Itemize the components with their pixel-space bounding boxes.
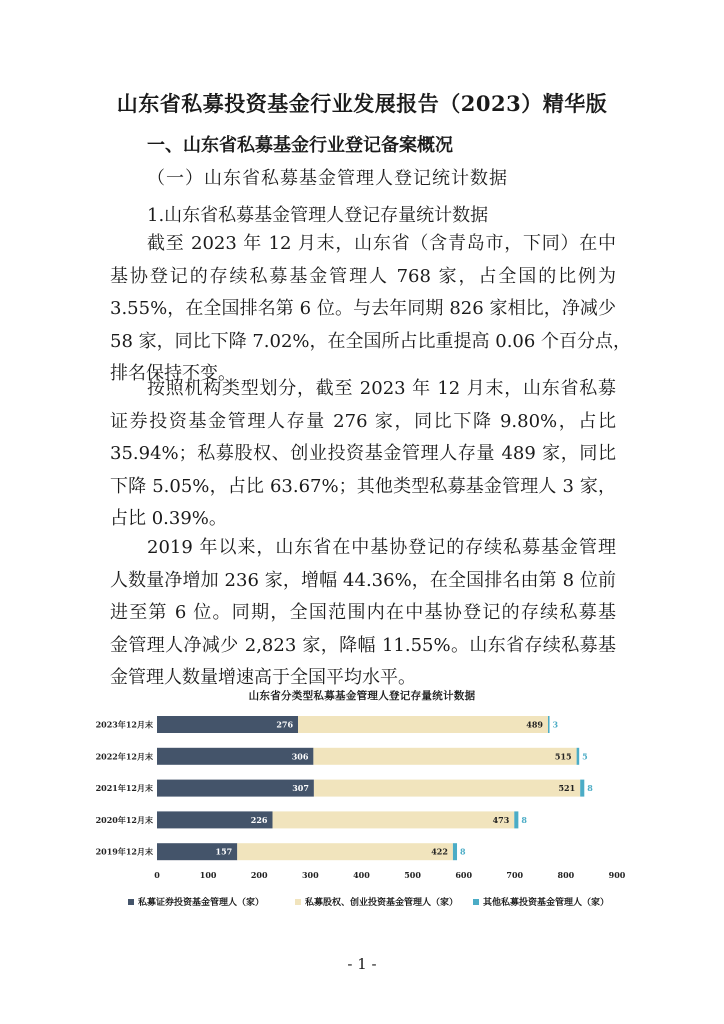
x-tick-label: 800 (557, 870, 575, 881)
page-number: - 1 - (347, 955, 377, 973)
data-label: 8 (460, 846, 466, 857)
category-label: 2021年12月末 (95, 783, 153, 794)
paragraph-line: 3.55%，在全国排名第 6 位。与去年同期 826 家相比，净减少 (110, 298, 616, 319)
data-label: 226 (250, 814, 268, 825)
bar-segment (298, 716, 548, 733)
paragraph-line: 人数量净增加 236 家，增幅 44.36%，在全国排名由第 8 位前 (110, 569, 616, 591)
data-label: 5 (582, 751, 588, 762)
data-label: 521 (558, 783, 576, 794)
paragraph-line: 证券投资基金管理人存量 276 家，同比下降 9.80%，占比 (110, 410, 616, 432)
x-tick-label: 300 (301, 870, 319, 881)
bar-segment (157, 748, 313, 765)
legend-label: 私募股权、创业投资基金管理人（家） (305, 898, 459, 908)
data-label: 489 (526, 719, 543, 730)
legend-item-other (473, 895, 609, 908)
legend-item-equity (295, 895, 458, 908)
x-tick-label: 700 (506, 870, 524, 881)
paragraph-line: 58 家，同比下降 7.02%，在全国所占比重提高 0.06 个百分点， (110, 330, 632, 352)
section-heading: 一、山东省私募基金行业登记备案概况 (147, 135, 453, 156)
paragraph-line: 金管理人数量增速高于全国平均水平。 (110, 667, 416, 688)
x-tick-label: 200 (250, 870, 268, 881)
item-heading: 1.山东省私募基金管理人登记存量统计数据 (147, 205, 489, 226)
data-label: 8 (521, 814, 527, 825)
x-tick-label: 100 (199, 870, 217, 881)
paragraph-line: 下降 5.05%，占比 63.67%；其他类型私募基金管理人 3 家， (110, 475, 616, 497)
x-tick-label: 500 (404, 870, 421, 881)
paragraph-line: 排名保持不变。 (110, 363, 236, 384)
paragraph-line: 占比 0.39%。 (110, 508, 227, 529)
paragraph-line: 进至第 6 位。同期，全国范围内在中基协登记的存续私募基 (110, 602, 616, 623)
report-title: 山东省私募投资基金行业发展报告（2023）精华版 (116, 91, 608, 116)
data-label: 3 (552, 719, 559, 730)
chart-title: 山东省分类型私募基金管理人登记存量统计数据 (248, 690, 476, 702)
x-tick-label: 400 (353, 870, 370, 881)
paragraph-line: 金管理人净减少 2,823 家，降幅 11.55%。山东省存续私募基 (110, 634, 616, 656)
data-label: 473 (492, 814, 510, 825)
bar-segment (514, 811, 518, 828)
x-tick-label: 0 (154, 870, 160, 881)
stacked-bar-chart (0, 700, 724, 900)
paragraph-growth-since-2019 (110, 532, 616, 695)
paragraph-by-type (110, 373, 616, 536)
bar-segment (314, 780, 580, 797)
data-label: 157 (215, 846, 233, 857)
bar-segment (313, 748, 576, 765)
bar-segment (580, 780, 584, 797)
x-tick-label: 900 (608, 870, 626, 881)
legend-swatch (128, 899, 134, 905)
legend-item-securities (128, 895, 264, 908)
paragraph-line: 35.94%；私募股权、创业投资基金管理人存量 489 家，同比 (110, 443, 616, 464)
legend-swatch (295, 899, 301, 905)
data-label: 276 (276, 719, 294, 730)
category-label: 2020年12月末 (95, 814, 153, 825)
bar-segment (453, 843, 457, 860)
bar-segment (157, 780, 314, 797)
x-tick-label: 600 (455, 870, 473, 881)
category-label: 2023年12月末 (95, 719, 153, 730)
subsection-heading: （一）山东省私募基金管理人登记统计数据 (147, 168, 508, 189)
paragraph-registration-overview (110, 228, 632, 391)
bar-segment (237, 843, 453, 860)
legend-label: 其他私募投资基金管理人（家） (483, 898, 610, 908)
bar-segment (273, 811, 515, 828)
paragraph-line: 基协登记的存续私募基金管理人 768 家，占全国的比例为 (110, 265, 616, 287)
paragraph-line: 截至 2023 年 12 月末，山东省（含青岛市，下同）在中 (147, 233, 616, 254)
data-label: 422 (431, 846, 448, 857)
paragraph-line: 按照机构类型划分，截至 2023 年 12 月末，山东省私募 (147, 378, 616, 399)
category-label: 2022年12月末 (95, 751, 153, 762)
data-label: 306 (291, 751, 309, 762)
paragraph-line: 2019 年以来，山东省在中基协登记的存续私募基金管理 (147, 537, 616, 558)
legend-swatch (473, 899, 479, 905)
bar-segment (577, 748, 580, 765)
legend-label: 私募证券投资基金管理人（家） (138, 898, 265, 908)
data-label: 8 (587, 783, 593, 794)
bar-segment (548, 716, 550, 733)
category-label: 2019年12月末 (95, 846, 153, 857)
data-label: 307 (292, 783, 309, 794)
data-label: 515 (554, 751, 572, 762)
